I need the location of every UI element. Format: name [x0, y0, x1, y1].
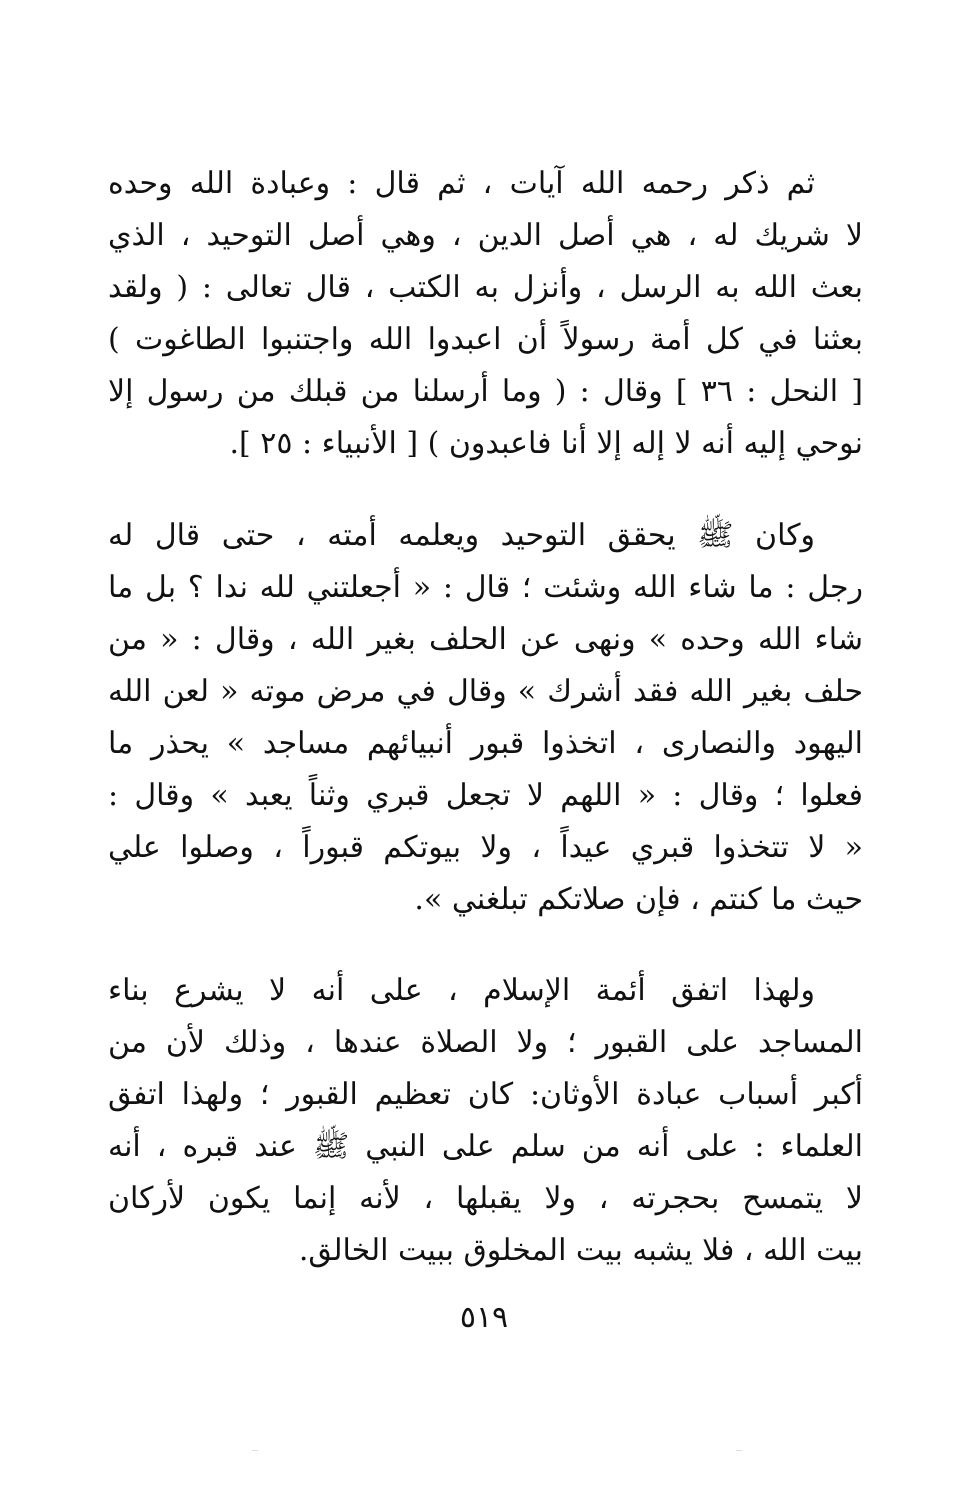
text-line: شاء الله وحده » ونهى عن الحلف بغير الله ، وقال : « من — [108, 622, 863, 657]
scan-artifact — [252, 1450, 258, 1451]
text-line: اليهود والنصارى ، اتخذوا قبور أنبيائهم مساجد » يحذر ما — [108, 726, 863, 761]
text-line: نوحي إليه أنه لا إله إلا أنا فاعبدون ) [ الأنبياء : ٢٥ ]. — [229, 426, 863, 461]
text-line: وكان ﷺ يحقق التوحيد ويعلمه أمته ، حتى قال له — [108, 518, 815, 553]
text-line: المساجد على القبور ؛ ولا الصلاة عندها ، وذلك لأن من — [108, 1025, 863, 1060]
text-line: « لا تتخذوا قبري عيداً ، ولا بيوتكم قبوراً ، وصلوا علي — [108, 830, 863, 865]
text-line: بيت الله ، فلا يشبه بيت المخلوق ببيت الخالق. — [298, 1233, 863, 1268]
paragraph-2 — [108, 510, 863, 926]
text-line: بعثنا في كل أمة رسولاً أن اعبدوا الله واجتنبوا الطاغوت ) — [108, 322, 863, 357]
text-line: [ النحل : ٣٦ ] وقال : ( وما أرسلنا من قبلك من رسول إلا — [108, 374, 863, 409]
paragraph-3 — [108, 965, 863, 1277]
text-line: لا شريك له ، هي أصل الدين ، وهي أصل التوحيد ، الذي — [108, 218, 863, 253]
text-line: ولهذا اتفق أئمة الإسلام ، على أنه لا يشرع بناء — [108, 973, 815, 1008]
text-line: حيث ما كنتم ، فإن صلاتكم تبلغني ». — [414, 882, 863, 917]
text-line: ثم ذكر رحمه الله آيات ، ثم قال : وعبادة الله وحده — [108, 166, 815, 201]
text-line: حلف بغير الله فقد أشرك » وقال في مرض موته « لعن الله — [108, 674, 863, 709]
text-line: أكبر أسباب عبادة الأوثان: كان تعظيم القبور ؛ ولهذا اتفق — [108, 1077, 863, 1112]
text-line: رجل : ما شاء الله وشئت ؛ قال : « أجعلتني لله ندا ؟ بل ما — [108, 570, 863, 605]
text-line: لا يتمسح بحجرته ، ولا يقبلها ، لأنه إنما يكون لأركان — [108, 1181, 863, 1216]
text-line: فعلوا ؛ وقال : « اللهم لا تجعل قبري وثناً يعبد » وقال : — [108, 778, 863, 813]
paragraph-1 — [108, 158, 863, 470]
scan-artifact — [736, 1450, 742, 1451]
text-line: العلماء : على أنه من سلم على النبي ﷺ عند قبره ، أنه — [108, 1129, 863, 1164]
page-number: ٥١٩ — [459, 1300, 509, 1335]
text-line: بعث الله به الرسل ، وأنزل به الكتب ، قال تعالى : ( ولقد — [108, 270, 863, 305]
